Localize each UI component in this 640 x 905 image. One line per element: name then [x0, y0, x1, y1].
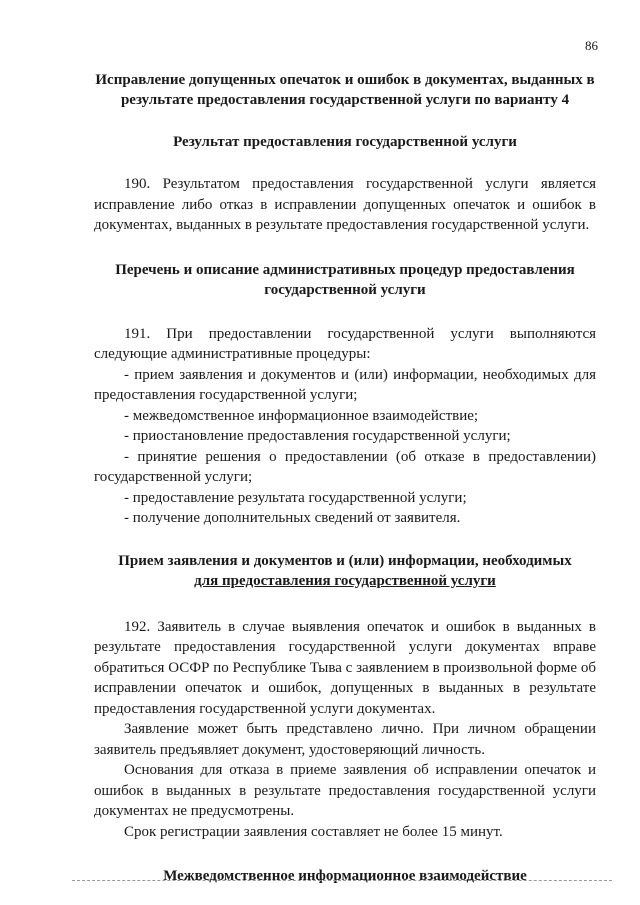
section-title-line-1: Исправление допущенных опечаток и ошибок в документах, выданных в: [95, 72, 595, 88]
page-number: 86: [585, 38, 598, 53]
result-heading: Результат предоставления государственной услуги: [173, 134, 517, 150]
reception-heading-line-1: Прием заявления и документов и (или) информации, необходимых: [118, 552, 572, 569]
paragraph-192: 192. Заявитель в случае выявления опечаток и ошибок в выданных в результате предоставления государственной услуги документах вправе обратиться ОСФР по Республике Тыва с заявлением в произвольной форме об исправлении опечаток и ошибок, допущенных в выданных в результате предоставления государственной услуги документах.: [94, 618, 596, 717]
procedure-item: - предоставление результата государственной услуги;: [124, 489, 467, 506]
scan-artifact-line: [72, 880, 612, 881]
procedure-item: - получение дополнительных сведений от заявителя.: [124, 510, 461, 526]
paragraph-190: 190. Результатом предоставления государственной услуги является исправление либо отказ в исправлении допущенных опечаток и ошибок в документах, выданных в результате предоставления государственной услуги.: [94, 176, 596, 233]
interaction-heading: Межведомственное информационное взаимодействие: [163, 868, 527, 884]
document-body: [94, 70, 596, 886]
paragraph-192-refusal: Основания для отказа в приеме заявления об исправлении опечаток и ошибок в выданных в результате предоставления государственной услуги документах не предусмотрены.: [94, 762, 596, 819]
procedure-item: - межведомственное информационное взаимодействие;: [124, 407, 479, 424]
procedure-item: - прием заявления и документов и (или) информации, необходимых для предоставления государственной услуги;: [94, 366, 596, 403]
section-title: [94, 70, 596, 110]
paragraph-192-personal: Заявление может быть представлено лично. При личном обращении заявитель предъявляет документ, удостоверяющий личность.: [94, 721, 596, 758]
paragraph-192-registration: Срок регистрации заявления составляет не более 15 минут.: [124, 823, 503, 840]
procedure-item: - принятие решения о предоставлении (об отказе в предоставлении) государственной услуги;: [94, 448, 596, 485]
reception-heading: [94, 551, 596, 591]
procedures-heading-line-2: государственной услуги: [264, 281, 426, 298]
paragraph-191-intro: 191. При предоставлении государственной услуги выполняются следующие административные процедуры:: [94, 325, 596, 362]
procedures-heading: [94, 260, 596, 300]
procedures-heading-line-1: Перечень и описание административных процедур предоставления: [115, 261, 575, 278]
section-title-line-2: результате предоставления государственной услуги по варианту 4: [120, 92, 570, 108]
reception-heading-line-2: для предоставления государственной услуги: [194, 572, 496, 589]
procedure-item: - приостановление предоставления государственной услуги;: [124, 428, 511, 444]
